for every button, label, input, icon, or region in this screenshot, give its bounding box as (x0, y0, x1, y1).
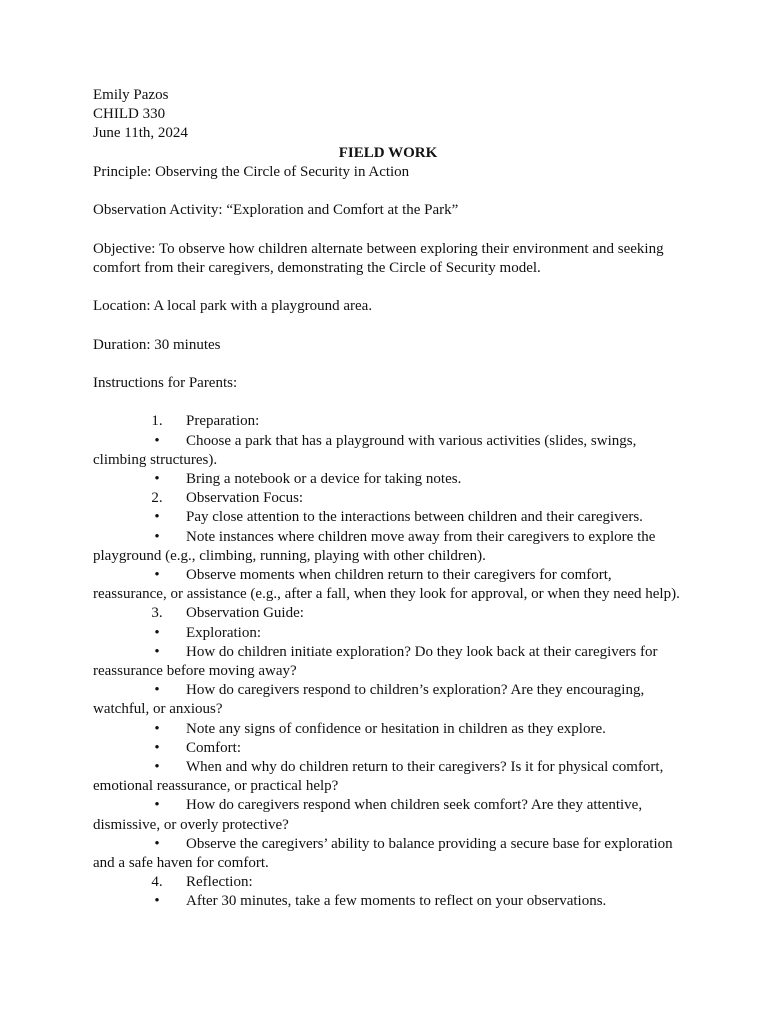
location-line: Location: A local park with a playground area. (93, 298, 373, 315)
list-item-text: Reflection: (186, 874, 253, 891)
list-item (93, 566, 683, 604)
list-marker: 3. (151, 605, 163, 622)
list-item-text: How do children initiate exploration? Do they look back at their caregivers for reassurance before moving away? (93, 643, 658, 679)
list-item (93, 643, 683, 681)
list-item (93, 604, 683, 623)
list-marker: • (154, 739, 160, 756)
list-item-text: Choose a park that has a playground with various activities (slides, swings, climbing structures). (93, 432, 637, 468)
list-item-text: When and why do children return to their caregivers? Is it for physical comfort, emotional reassurance, or practical help? (93, 759, 664, 795)
author-name: Emily Pazos (93, 87, 169, 103)
list-item (93, 508, 683, 527)
spacer (93, 278, 683, 297)
list-item (93, 796, 683, 834)
list-marker: • (154, 759, 160, 776)
spacer (93, 355, 683, 374)
list-item (93, 758, 683, 796)
list-item-text: Observe moments when children return to their caregivers for comfort, reassurance, or assistance (e.g., after a fall, when they look for approval, or when they need help). (93, 566, 680, 603)
principle-line: Principle: Observing the Circle of Security in Action (93, 163, 410, 180)
list-marker: • (154, 643, 160, 660)
instruction-list (93, 412, 683, 911)
list-item (93, 470, 683, 489)
list-item-text: Comfort: (186, 739, 241, 756)
instructions-heading: Instructions for Parents: (93, 374, 238, 391)
list-item-text: Observation Guide: (186, 605, 304, 622)
list-item (93, 681, 683, 719)
list-item (93, 412, 683, 431)
list-item-text: Exploration: (186, 624, 261, 641)
list-item-text: Observe the caregivers’ ability to balance providing a secure base for exploration and a safe haven for comfort. (93, 835, 673, 872)
spacer (93, 220, 683, 239)
spacer (93, 393, 683, 412)
list-item (93, 873, 683, 892)
list-item-text: Note any signs of confidence or hesitation in children as they explore. (186, 720, 606, 737)
document-title: FIELD WORK (338, 144, 438, 161)
list-marker: • (154, 624, 160, 641)
list-marker: • (154, 797, 160, 814)
spacer (93, 182, 683, 201)
list-item (93, 892, 683, 911)
list-marker: • (154, 566, 160, 583)
list-marker: • (154, 893, 160, 910)
list-item (93, 489, 683, 508)
list-item-text: Preparation: (186, 413, 260, 430)
list-marker: 2. (151, 490, 163, 507)
list-marker: • (154, 720, 160, 737)
list-item (93, 835, 683, 873)
list-marker: 4. (151, 874, 163, 891)
list-marker: • (154, 528, 160, 545)
duration-line: Duration: 30 minutes (93, 336, 221, 353)
list-item-text: Note instances where children move away from their caregivers to explore the playground (e.g., climbing, running, playing with other children). (93, 528, 656, 564)
list-item-text: Bring a notebook or a device for taking notes. (186, 470, 462, 487)
list-item-text: Pay close attention to the interactions between children and their caregivers. (186, 509, 643, 526)
activity-line: Observation Activity: “Exploration and Comfort at the Park” (93, 202, 459, 219)
document-page (93, 86, 683, 912)
course-code: CHILD 330 (93, 106, 166, 123)
list-item (93, 624, 683, 643)
list-marker: • (154, 682, 160, 699)
list-item (93, 739, 683, 758)
list-item (93, 720, 683, 739)
document-date: June 11th, 2024 (93, 125, 188, 142)
list-item-text: After 30 minutes, take a few moments to reflect on your observations. (186, 893, 607, 910)
list-item-text: Observation Focus: (186, 490, 304, 507)
list-item (93, 432, 683, 470)
list-item-text: How do caregivers respond to children’s exploration? Are they encouraging, watchful, or anxious? (93, 682, 645, 718)
objective-paragraph: Objective: To observe how children alternate between exploring their environment and seeking comfort from their caregivers, demonstrating the Circle of Security model. (93, 240, 664, 276)
list-marker: 1. (151, 413, 163, 430)
list-item (93, 528, 683, 566)
list-item-text: How do caregivers respond when children seek comfort? Are they attentive, dismissive, or overly protective? (93, 797, 643, 833)
list-marker: • (154, 470, 160, 487)
list-marker: • (154, 432, 160, 449)
list-marker: • (154, 509, 160, 526)
list-marker: • (154, 835, 160, 852)
spacer (93, 316, 683, 335)
